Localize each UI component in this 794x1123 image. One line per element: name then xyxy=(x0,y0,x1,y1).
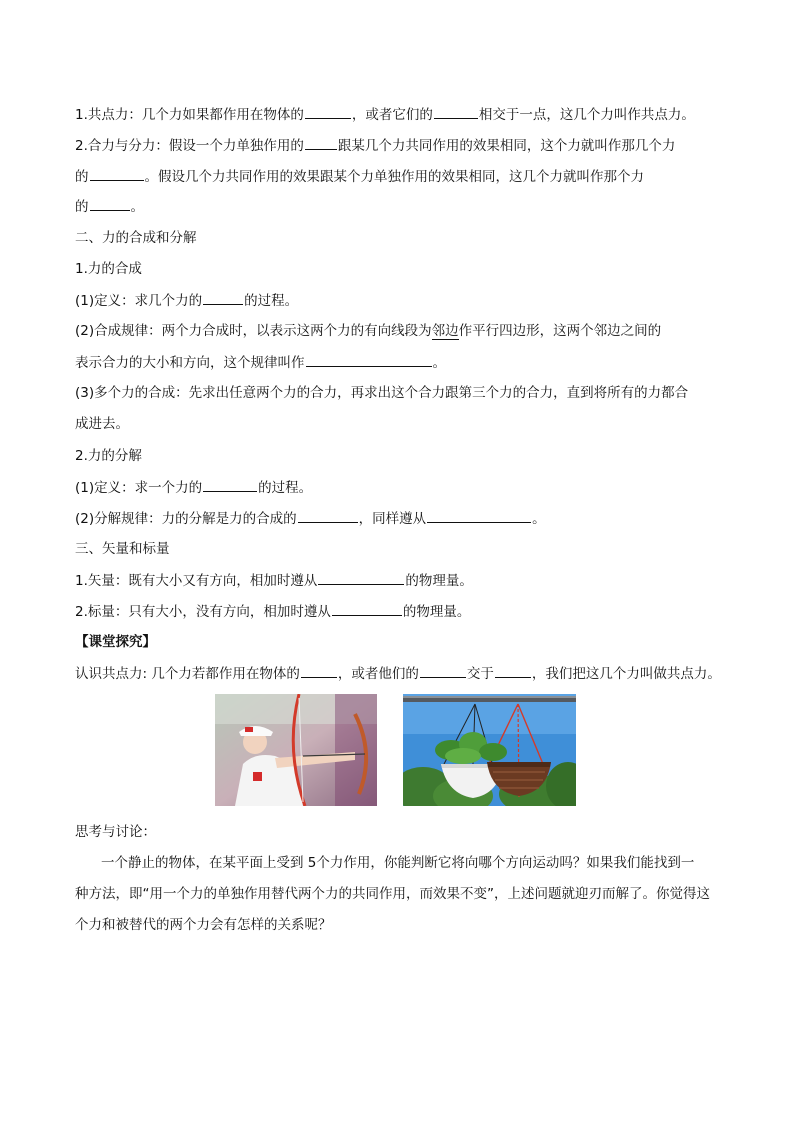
discussion-paragraph-line-2: 种方法，即“用一个力的单独作用替代两个力的共同作用，而效果不变”，上述问题就迎刃而解了。你觉得这 xyxy=(75,886,710,902)
subheading-composition: 1.力的合成 xyxy=(75,261,142,277)
section-heading-vectors: 三、矢量和标量 xyxy=(75,541,170,557)
decomposition-rule: (2)分解规律：力的分解是力的合成的 ，同样遵从 。 xyxy=(75,511,546,527)
composition-definition: (1)定义：求几个力的 的过程。 xyxy=(75,293,299,309)
fill-blank xyxy=(90,167,144,181)
fill-blank xyxy=(306,353,432,367)
fill-blank xyxy=(203,291,243,305)
fill-blank xyxy=(203,478,257,492)
resultant-force-definition-2: 的 。假设几个力共同作用的效果跟某个力单独作用的效果相同，这几个力就叫作那个力 xyxy=(75,169,644,185)
resultant-force-definition-3: 的 。 xyxy=(75,199,144,215)
hanging-plant-pots-photo xyxy=(403,694,576,806)
fill-blank xyxy=(332,602,402,616)
fill-blank xyxy=(420,664,466,678)
decomposition-definition: (1)定义：求一个力的 的过程。 xyxy=(75,480,313,496)
fill-blank xyxy=(427,509,531,523)
classroom-exploration-heading: 【课堂探究】 xyxy=(75,634,156,650)
fill-blank xyxy=(434,105,478,119)
fill-blank xyxy=(495,664,531,678)
discussion-paragraph-line-1: 一个静止的物体，在某平面上受到 5个力作用，你能判断它将向哪个方向运动吗？如果我们能找到一 xyxy=(101,855,695,871)
concurrent-force-definition: 1.共点力：几个力如果都作用在物体的 ，或者它们的 相交于一点，这几个力叫作共点力。 xyxy=(75,107,695,123)
fill-blank xyxy=(298,509,358,523)
scalar-definition: 2.标量：只有大小，没有方向，相加时遵从 的物理量。 xyxy=(75,604,471,620)
composition-rule-1: (2)合成规律：两个力合成时，以表示这两个力的有向线段为邻边作平行四边形，这两个邻边之间的 xyxy=(75,323,662,339)
discussion-paragraph-line-3: 个力和被替代的两个力会有怎样的关系呢？ xyxy=(75,917,332,933)
concurrent-force-recognition: 认识共点力: 几个力若都作用在物体的 ，或者他们的 交于 ，我们把这几个力叫做共点力。 xyxy=(75,666,721,682)
fill-blank xyxy=(318,571,404,585)
composition-rule-2: 表示合力的大小和方向，这个规律叫作 。 xyxy=(75,355,446,371)
resultant-force-definition-1: 2.合力与分力：假设一个力单独作用的 跟某几个力共同作用的效果相同，这个力就叫作那几个力 xyxy=(75,138,676,154)
vector-definition: 1.矢量：既有大小又有方向，相加时遵从 的物理量。 xyxy=(75,573,473,589)
multiple-force-composition-1: (3)多个力的合成：先求出任意两个力的合力，再求出这个合力跟第三个力的合力，直到将所有的力都合 xyxy=(75,385,689,401)
fill-blank xyxy=(305,105,351,119)
section-heading-composition: 二、力的合成和分解 xyxy=(75,230,197,246)
archer-photo xyxy=(215,694,377,806)
fill-blank xyxy=(301,664,337,678)
multiple-force-composition-2: 成进去。 xyxy=(75,416,129,432)
fill-blank xyxy=(305,136,337,150)
think-and-discuss-heading: 思考与讨论： xyxy=(75,824,156,840)
fill-blank xyxy=(90,197,130,211)
subheading-decomposition: 2.力的分解 xyxy=(75,448,142,464)
